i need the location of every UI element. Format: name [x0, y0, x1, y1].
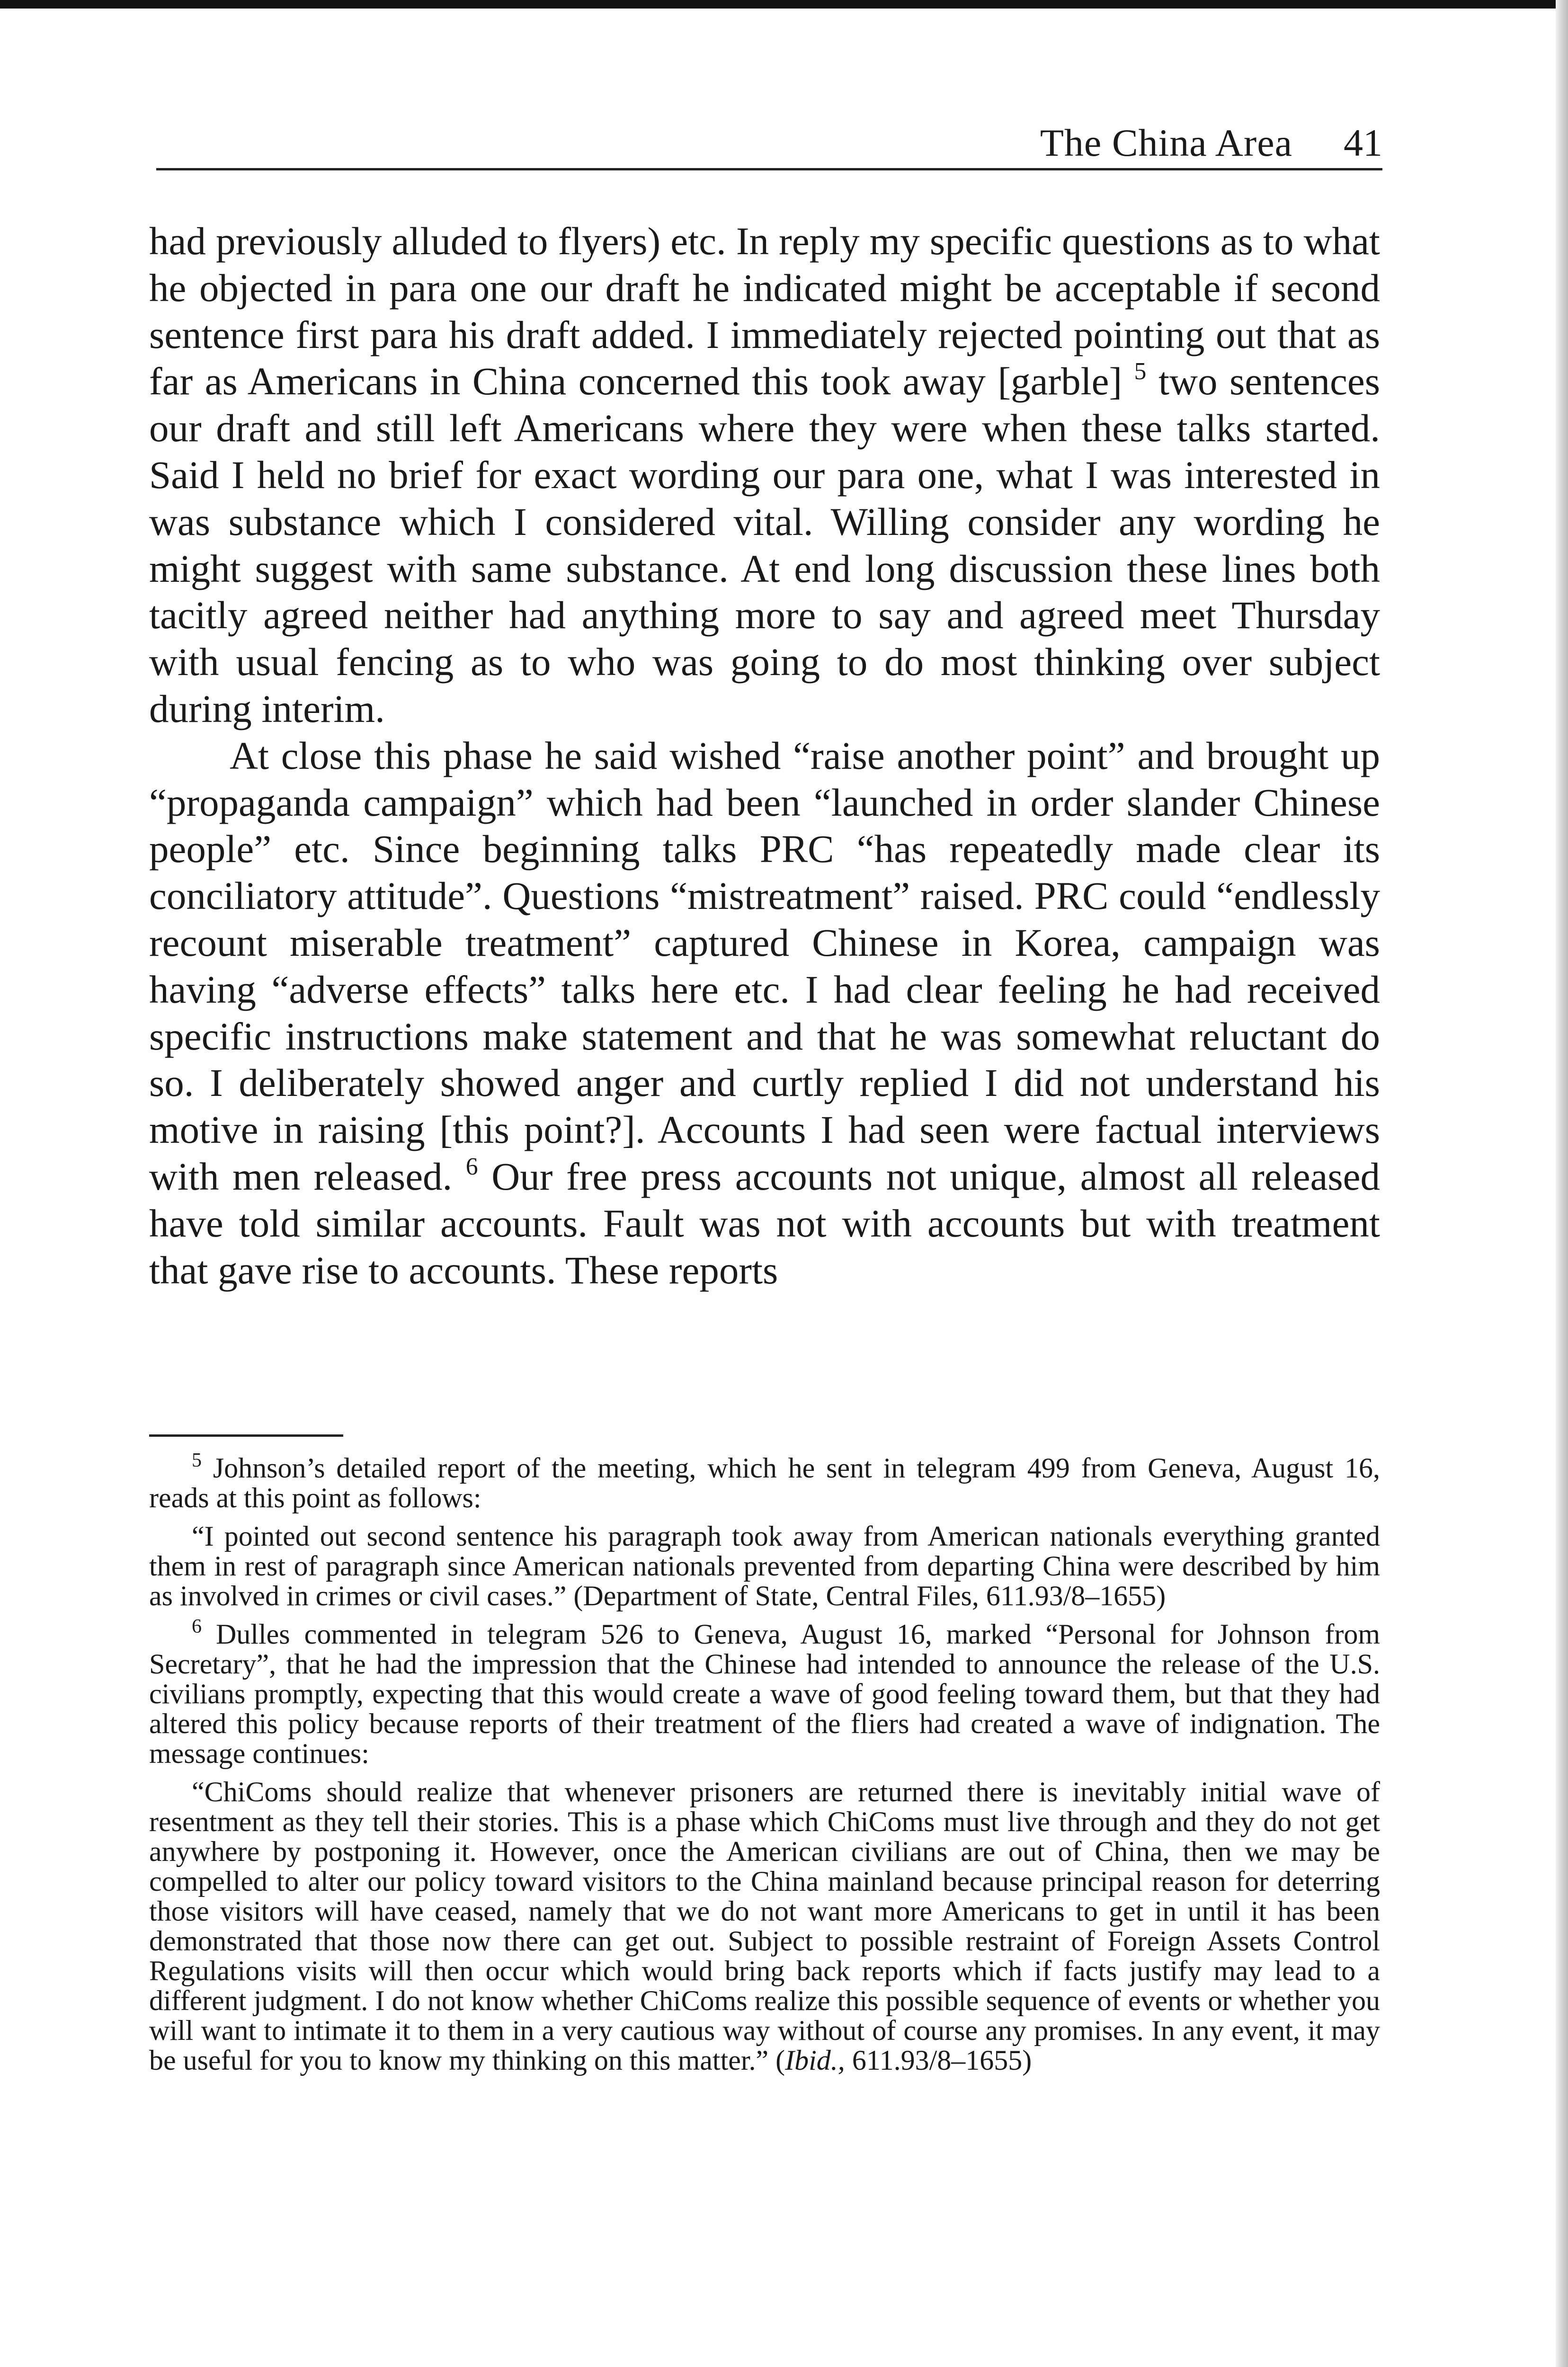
paragraph-2-text-continued: Our free press accounts not unique, almost all released have told similar accounts. Fault was not with accounts but with treatment that gave rise to accounts. These reports — [149, 1154, 1381, 1292]
footnote-divider — [149, 1434, 343, 1437]
paragraph-2 — [149, 732, 1380, 1294]
paragraph-2-text: At close this phase he said wished “raise another point” and brought up “propaganda campaign” which had been “launched in order slander Chinese people” etc. Since beginning talks PRC “has repeatedly made clear its conciliatory attitude”. Questions “mistreatment” raised. PRC could “endlessly recount miserable treatment” captured Chinese in Korea, campaign was having “adverse effects” talks here etc. I had clear feeling he had received specific instructions make statement and that he was somewhat reluctant do so. I deliberately showed anger and curtly replied I did not understand his motive in raising [this point?]. Accounts I had seen were factual interviews with men released. — [149, 733, 1380, 1198]
footnote-6-quote-text: “ChiComs should realize that whenever prisoners are returned there is inevitably initial wave of resentment as they tell their stories. This is a phase which ChiComs must live through and they do not get anywhere by postponing it. However, once the American civilians are out of China, then we may be compelled to alter our policy toward visitors to the China mainland because principal reason for deterring those visitors will have ceased, namely that we do not want more Americans to get in until it has been demonstrated that those now there can get out. Subject to possible restraint of Foreign Assets Control Regulations visits will then occur which would bring back reports which if facts justify may lead to a different judgment. I do not know whether ChiComs realize this possible sequence of events or whether you will want to intimate it to them in a very cautious way without of course any promises. In any event, it may be useful for you to know my thinking on this matter.” ( — [149, 1776, 1380, 2076]
footnote-ref-5: 5 — [1134, 358, 1147, 385]
page-binding-edge — [1556, 0, 1568, 2367]
running-title: The China Area — [1040, 121, 1292, 164]
footnote-5 — [149, 1449, 1380, 1513]
paragraph-1-text: had previously alluded to flyers) etc. In reply my specific questions as to what he objected in para one our draft he indicated might be acceptable if second sentence first para his draft added. I immediately rejected pointing out that as far as Americans in China concerned this took away [garble] — [149, 219, 1380, 403]
footnote-6-quote — [149, 1777, 1380, 2075]
footnote-6 — [149, 1615, 1380, 1769]
footnote-6-text: Dulles commented in telegram 526 to Geneva, August 16, marked “Personal for Johnson from Secretary”, that he had the impression that the Chinese had intended to announce the release of the U.S. civilians promptly, expecting that this would create a wave of good feeling toward them, but that they had altered this policy because reports of their treatment of the fliers had created a wave of indignation. The message continues: — [149, 1619, 1380, 1769]
footnote-6-citation: 611.93/8–1655) — [852, 2045, 1032, 2076]
page-top-edge — [0, 0, 1568, 9]
paragraph-1 — [149, 218, 1380, 732]
footnotes — [149, 1449, 1380, 2084]
running-header — [156, 121, 1382, 170]
footnote-6-citation-ibid: Ibid., — [785, 2045, 845, 2076]
main-text — [149, 218, 1380, 1293]
paragraph-1-text-continued: two sentences our draft and still left Americans where they were when these talks started. Said I held no brief for exact wording our para one, what I was interested in was substance which I considered vital. Willing consider any wording he might suggest with same substance. At end long discussion these lines both tacitly agreed neither had anything more to say and agreed meet Thursday with usual fencing as to who was going to do most thinking over subject during interim. — [149, 359, 1381, 730]
footnote-5-quote: “I pointed out second sentence his paragraph took away from American nationals everything granted them in rest of paragraph since American nationals prevented from departing China were described by him as involved in crimes or civil cases.” (Department of State, Central Files, 611.93/8–1655) — [149, 1521, 1380, 1611]
footnote-ref-6: 6 — [465, 1153, 478, 1181]
footnote-5-mark: 5 — [192, 1449, 202, 1471]
footnote-5-text: Johnson’s detailed report of the meeting, which he sent in telegram 499 from Geneva, August 16, reads at this point as follows: — [149, 1452, 1380, 1513]
footnote-6-mark: 6 — [192, 1615, 202, 1637]
page-number: 41 — [1344, 121, 1382, 164]
